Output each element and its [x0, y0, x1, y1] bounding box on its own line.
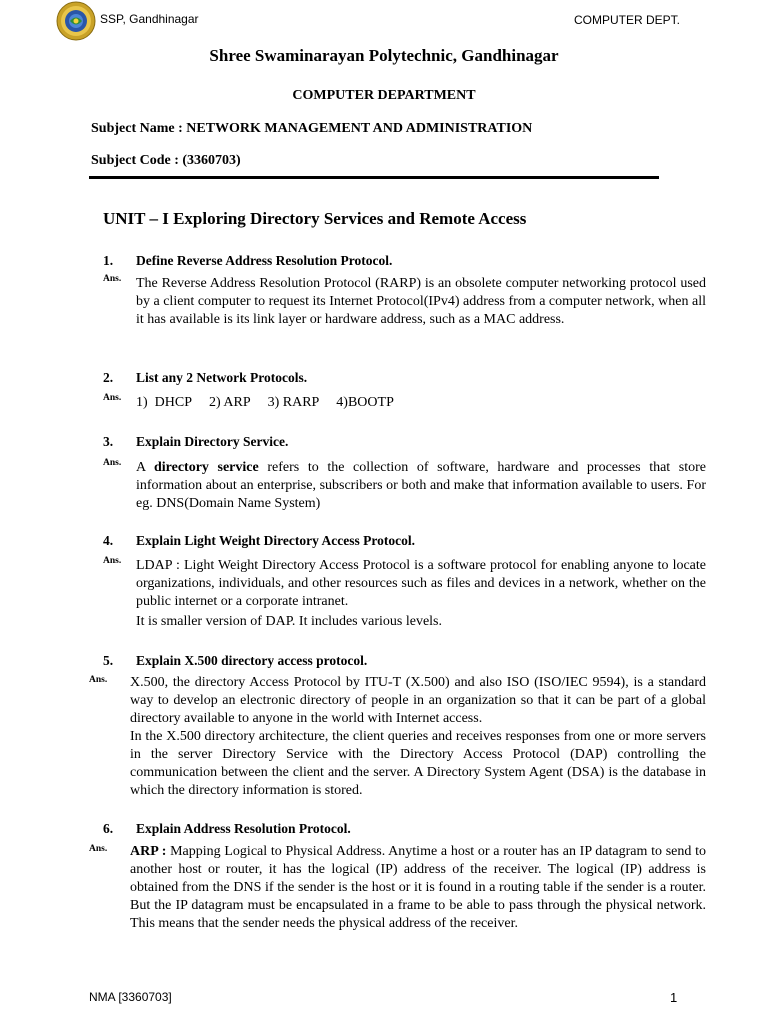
answer-label: Ans.	[103, 556, 122, 566]
subject-code: Subject Code : (3360703)	[91, 153, 241, 168]
college-logo-icon	[56, 1, 96, 41]
answer-term: directory service	[153, 460, 259, 475]
answer-text-2: It is smaller version of DAP. It includes various levels.	[136, 614, 443, 629]
footer-course-code: NMA [3360703]	[89, 990, 172, 1004]
answer-text: Mapping Logical to Physical Address. Anytime a host or a router has an IP datagram to send to another host or router, it has the logical (IP) address of the receiver. The logical (IP) address is obtained from the DNS if the sender is the host or it is found in a routing table if the sender is a router. But the IP datagram must be encapsulated in a frame to be able to pass through the physical network. This means that the sender needs the physical address of the receiver.	[130, 844, 706, 931]
answer-paragraph	[130, 843, 706, 933]
question-text: Explain Address Resolution Protocol.	[136, 821, 351, 836]
answer-text-2: In the X.500 directory architecture, the client queries and receives responses from one or more servers in the server Directory Service with the Directory Access Protocol (DAP) controlling the communication between the client and the server. A Directory System Agent (DSA) is the database in which the directory information is stored.	[130, 729, 706, 798]
answer-label: Ans.	[103, 393, 122, 403]
answer-label: Ans.	[89, 675, 108, 685]
answer-label: Ans.	[89, 844, 108, 854]
question-number: 2.	[103, 370, 114, 385]
department-heading: COMPUTER DEPARTMENT	[292, 88, 476, 103]
subject-name: Subject Name : NETWORK MANAGEMENT AND ADMINISTRATION	[91, 121, 533, 136]
answer-label: Ans.	[103, 274, 122, 284]
page-number: 1	[670, 990, 678, 1005]
header-right-text: COMPUTER DEPT.	[573, 13, 680, 27]
answer-text: X.500, the directory Access Protocol by ITU-T (X.500) and also ISO (ISO/IEC 9594), is a standard way to develop an electronic directory of people in an organization so that it can be part of a global directory available to anyone in the world with Internet access.	[130, 675, 706, 726]
answer-text: The Reverse Address Resolution Protocol (RARP) is an obsolete computer networking protocol used by a client computer to request its Internet Protocol(IPv4) address from a computer network, when all it has available is its link layer or hardware address, such as a MAC address.	[136, 276, 706, 327]
header-left-text: SSP, Gandhinagar	[100, 12, 199, 26]
question-text: Explain Light Weight Directory Access Protocol.	[136, 533, 415, 548]
answer-label: Ans.	[103, 458, 122, 468]
question-number: 3.	[103, 434, 114, 449]
question-text: Define Reverse Address Resolution Protocol.	[136, 253, 393, 268]
answer-text: refers to the collection of software, hardware and processes that store information about an enterprise, subscribers or both and make that information available to users. For eg. DNS(Domain Name System)	[136, 460, 707, 511]
header-divider	[89, 176, 659, 179]
question-text: List any 2 Network Protocols.	[136, 370, 308, 385]
question-text: Explain X.500 directory access protocol.	[136, 653, 368, 668]
question-number: 5.	[103, 653, 114, 668]
answer-term: ARP :	[130, 844, 167, 859]
answer-prefix: A	[136, 460, 146, 475]
question-text: Explain Directory Service.	[136, 434, 289, 449]
answer-paragraph	[136, 459, 706, 513]
answer-text: LDAP : Light Weight Directory Access Protocol is a software protocol for enabling anyone to locate organizations, individuals, and other resources such as files and devices in a network, whether on the public internet or a corporate intranet.	[136, 558, 706, 609]
question-number: 1.	[103, 253, 114, 268]
question-number: 4.	[103, 533, 114, 548]
unit-title: UNIT – I Exploring Directory Services and Remote Access	[103, 209, 527, 228]
page-title: Shree Swaminarayan Polytechnic, Gandhinagar	[209, 46, 559, 65]
answer-text: 1) DHCP 2) ARP 3) RARP 4)BOOTP	[136, 395, 394, 410]
question-number: 6.	[103, 821, 114, 836]
